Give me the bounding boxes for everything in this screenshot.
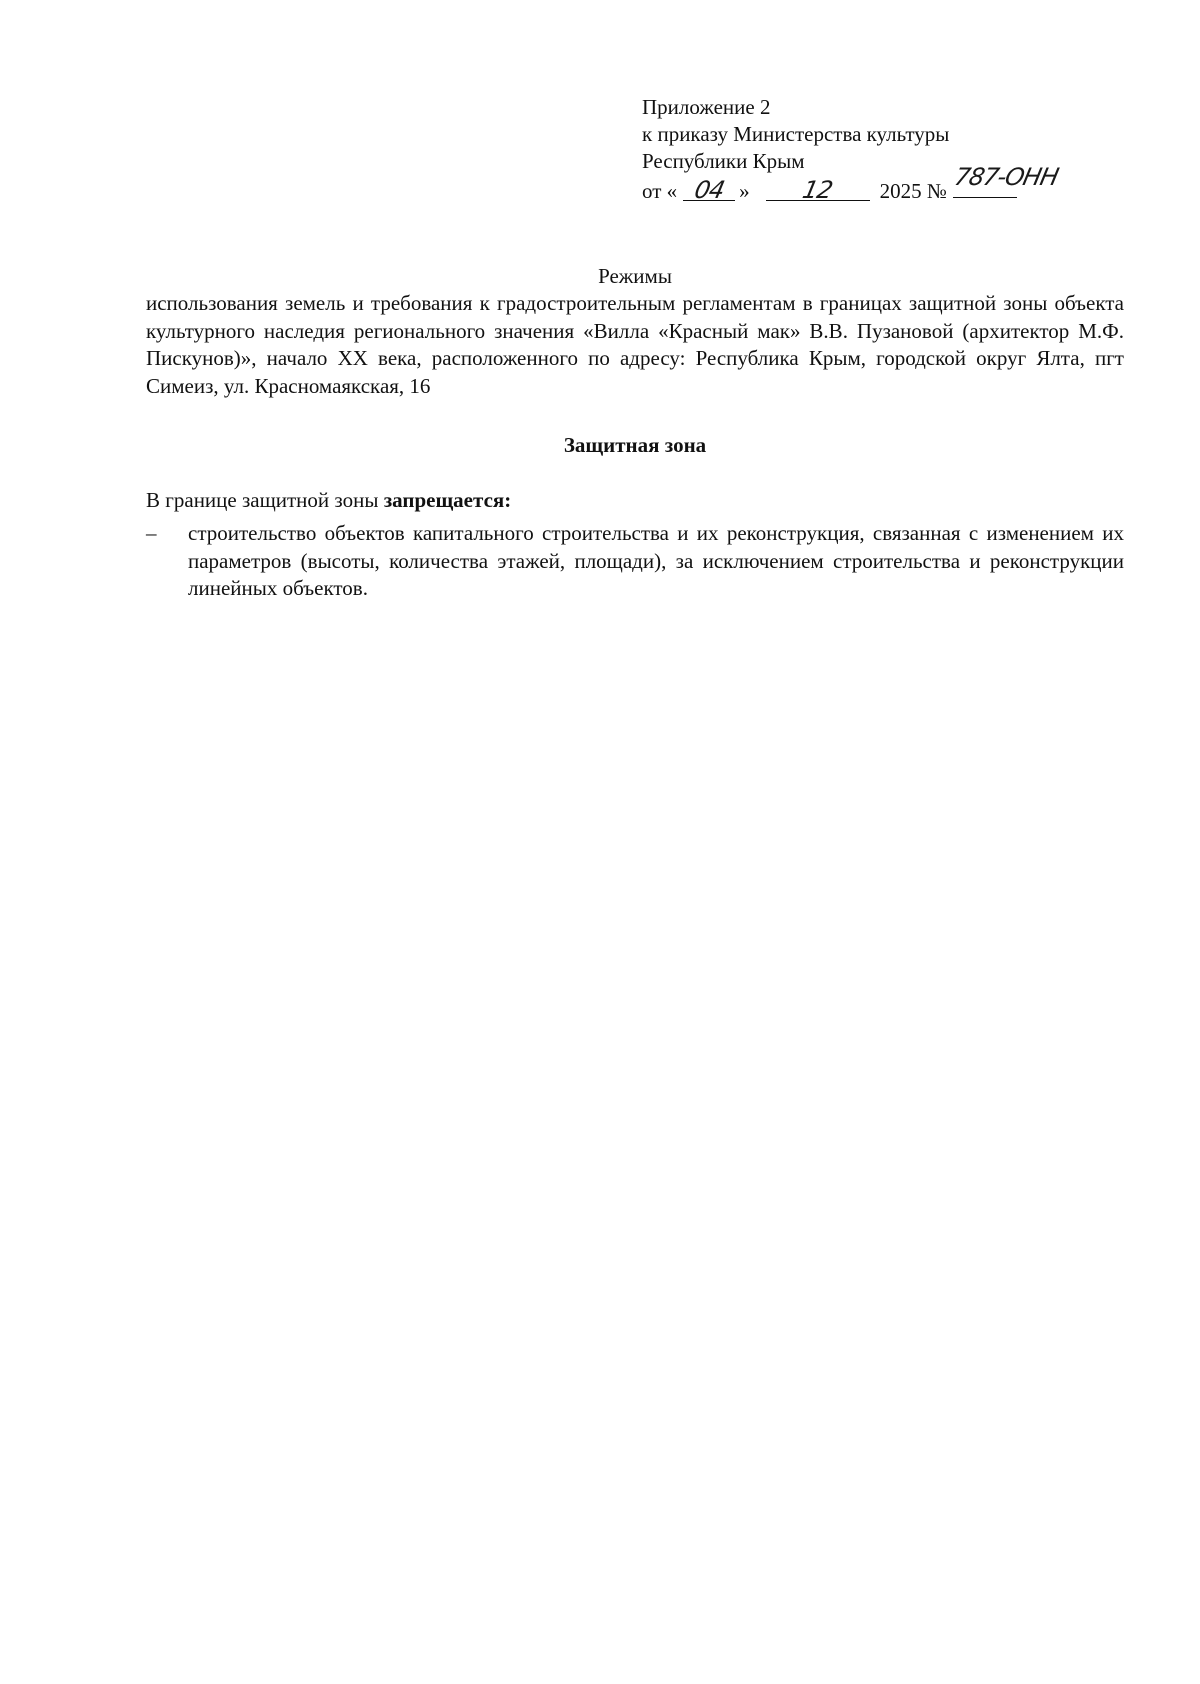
section-heading: Защитная зона: [563, 433, 707, 457]
document-subtitle: использования земель и требования к градостроительным регламентам в границах защитной зоны объекта культурного наследия регионального значения «Вилла «Красный мак» В.В. Пузановой (архитектор М.Ф. Пискунов)», начало XX века, расположенного по адресу: Республика Крым, городской округ Ялта, пгт Симеиз, ул. Красномаякская, 16: [146, 291, 1124, 398]
document-title: Режимы: [598, 264, 672, 288]
prohibitions-list: [146, 520, 1124, 603]
intro-text: В границе защитной зоны: [146, 488, 384, 512]
republic-name: Республики Крым: [642, 149, 805, 173]
intro-prohibited-label: запрещается:: [383, 488, 512, 512]
order-date-line: [642, 163, 1122, 205]
date-month-handwritten: 12: [800, 176, 835, 204]
list-item: [146, 520, 1124, 603]
order-reference: к приказу Министерства культуры: [642, 122, 950, 146]
date-year: 2025 №: [879, 179, 947, 203]
date-quote-close: »: [739, 179, 750, 203]
appendix-label: Приложение 2: [642, 95, 771, 119]
order-number-handwritten: 787-ОНН: [951, 163, 1061, 191]
date-day-handwritten: 04: [691, 176, 727, 204]
list-item-text: строительство объектов капитального строительства и их реконструкция, связанная с изменением их параметров (высоты, количества этажей, площади), за исключением строительства и реконструкции линейных объектов.: [188, 521, 1124, 600]
date-day-blank: [683, 176, 735, 204]
appendix-header: [642, 94, 1122, 205]
date-month-blank: [766, 176, 870, 204]
section-intro: [146, 487, 511, 514]
dash-bullet: –: [146, 521, 157, 545]
date-prefix: от «: [642, 179, 678, 203]
order-number-blank: [951, 163, 1061, 198]
